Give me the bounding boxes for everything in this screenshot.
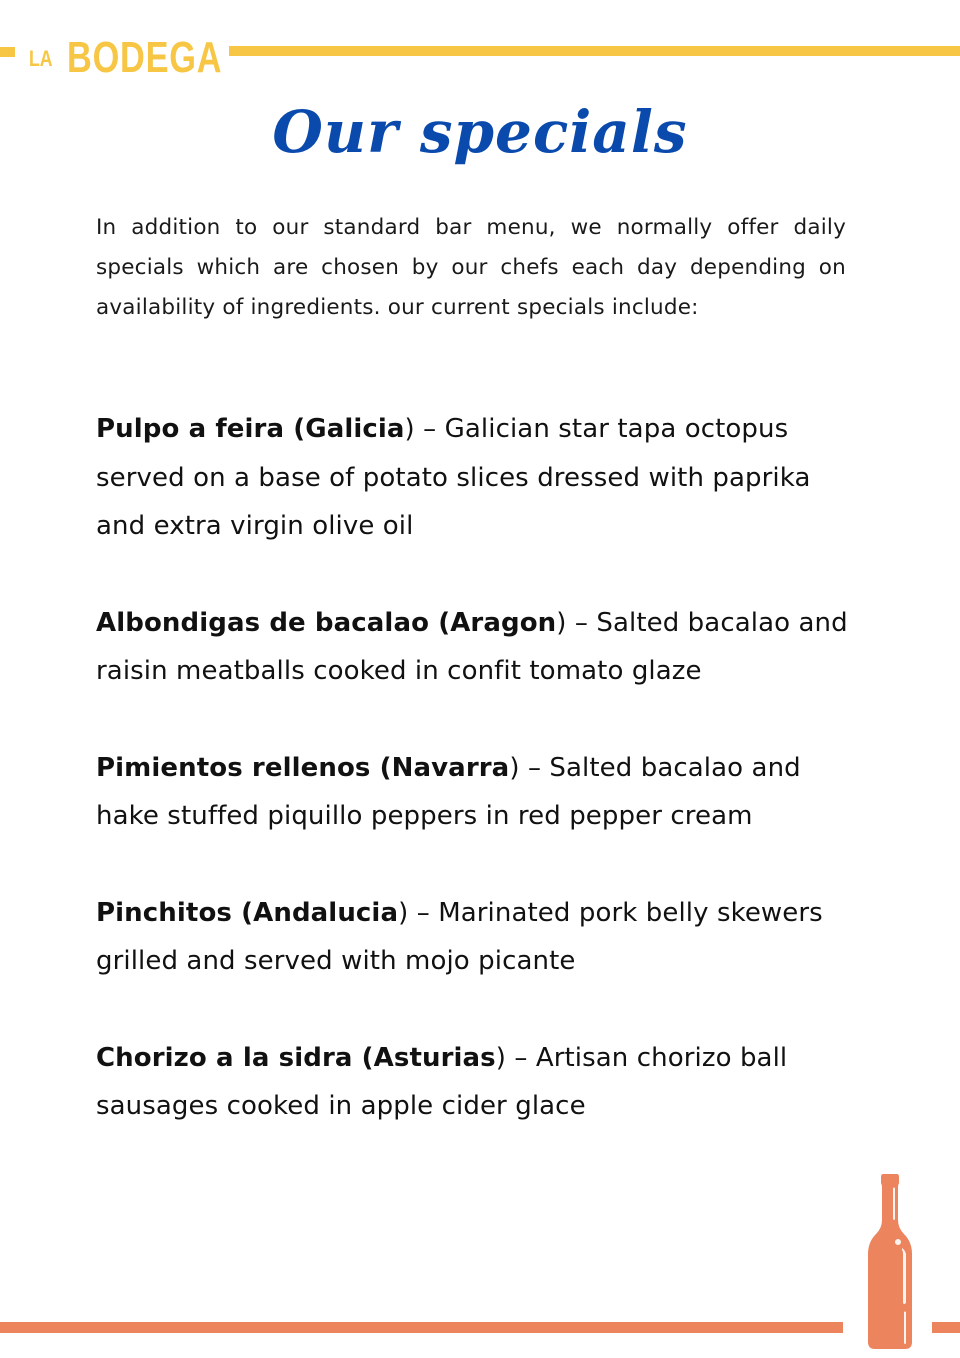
special-description: Salted bacalao and raisin meatballs cooked in confit tomato glaze	[96, 607, 848, 686]
specials-list	[96, 405, 866, 1131]
special-description: Marinated pork belly skewers grilled and served with mojo picante	[96, 897, 823, 976]
header-rule-right	[229, 46, 960, 56]
footer-rule-right	[932, 1322, 960, 1333]
special-name: Pinchitos (Andalucia	[96, 897, 399, 928]
special-name-close: )	[404, 414, 415, 444]
special-name-close: )	[556, 607, 567, 638]
brand-logo	[29, 34, 266, 80]
brand-prefix: LA	[29, 46, 53, 71]
footer-rule-left	[0, 1322, 843, 1333]
special-separator: –	[519, 752, 550, 783]
intro-paragraph: In addition to our standard bar menu, we normally offer daily specials which are chosen by our chefs each day depending on availability of ingredients. our current specials include:	[96, 215, 846, 320]
special-item	[96, 599, 866, 696]
special-name: Chorizo a la sidra (Asturias	[96, 1042, 496, 1073]
special-name-close: )	[398, 897, 409, 928]
special-description: Artisan chorizo ball sausages cooked in apple cider glace	[96, 1042, 788, 1121]
special-separator: –	[408, 897, 439, 928]
special-item	[96, 1034, 866, 1131]
special-name-close: )	[509, 752, 520, 783]
special-name: Pimientos rellenos (Navarra	[96, 752, 510, 783]
special-item	[96, 744, 866, 841]
special-name: Albondigas de bacalao (Aragon	[96, 607, 557, 638]
wine-bottle-icon	[866, 1174, 914, 1350]
header	[0, 0, 960, 90]
special-description: Galician star tapa octopus served on a base of potato slices dressed with paprika and extra virgin olive oil	[96, 414, 811, 541]
special-description: Salted bacalao and hake stuffed piquillo peppers in red pepper cream	[96, 752, 801, 831]
special-separator: –	[414, 414, 445, 444]
special-item	[96, 889, 866, 986]
special-name: Pulpo a feira (Galicia	[96, 414, 405, 444]
special-item	[96, 405, 866, 551]
page-title: Our specials	[272, 98, 688, 166]
special-separator: –	[505, 1042, 536, 1073]
special-name-close: )	[495, 1042, 506, 1073]
header-rule-left	[0, 47, 15, 57]
special-separator: –	[566, 607, 597, 638]
brand-name: BODEGA	[67, 33, 223, 82]
